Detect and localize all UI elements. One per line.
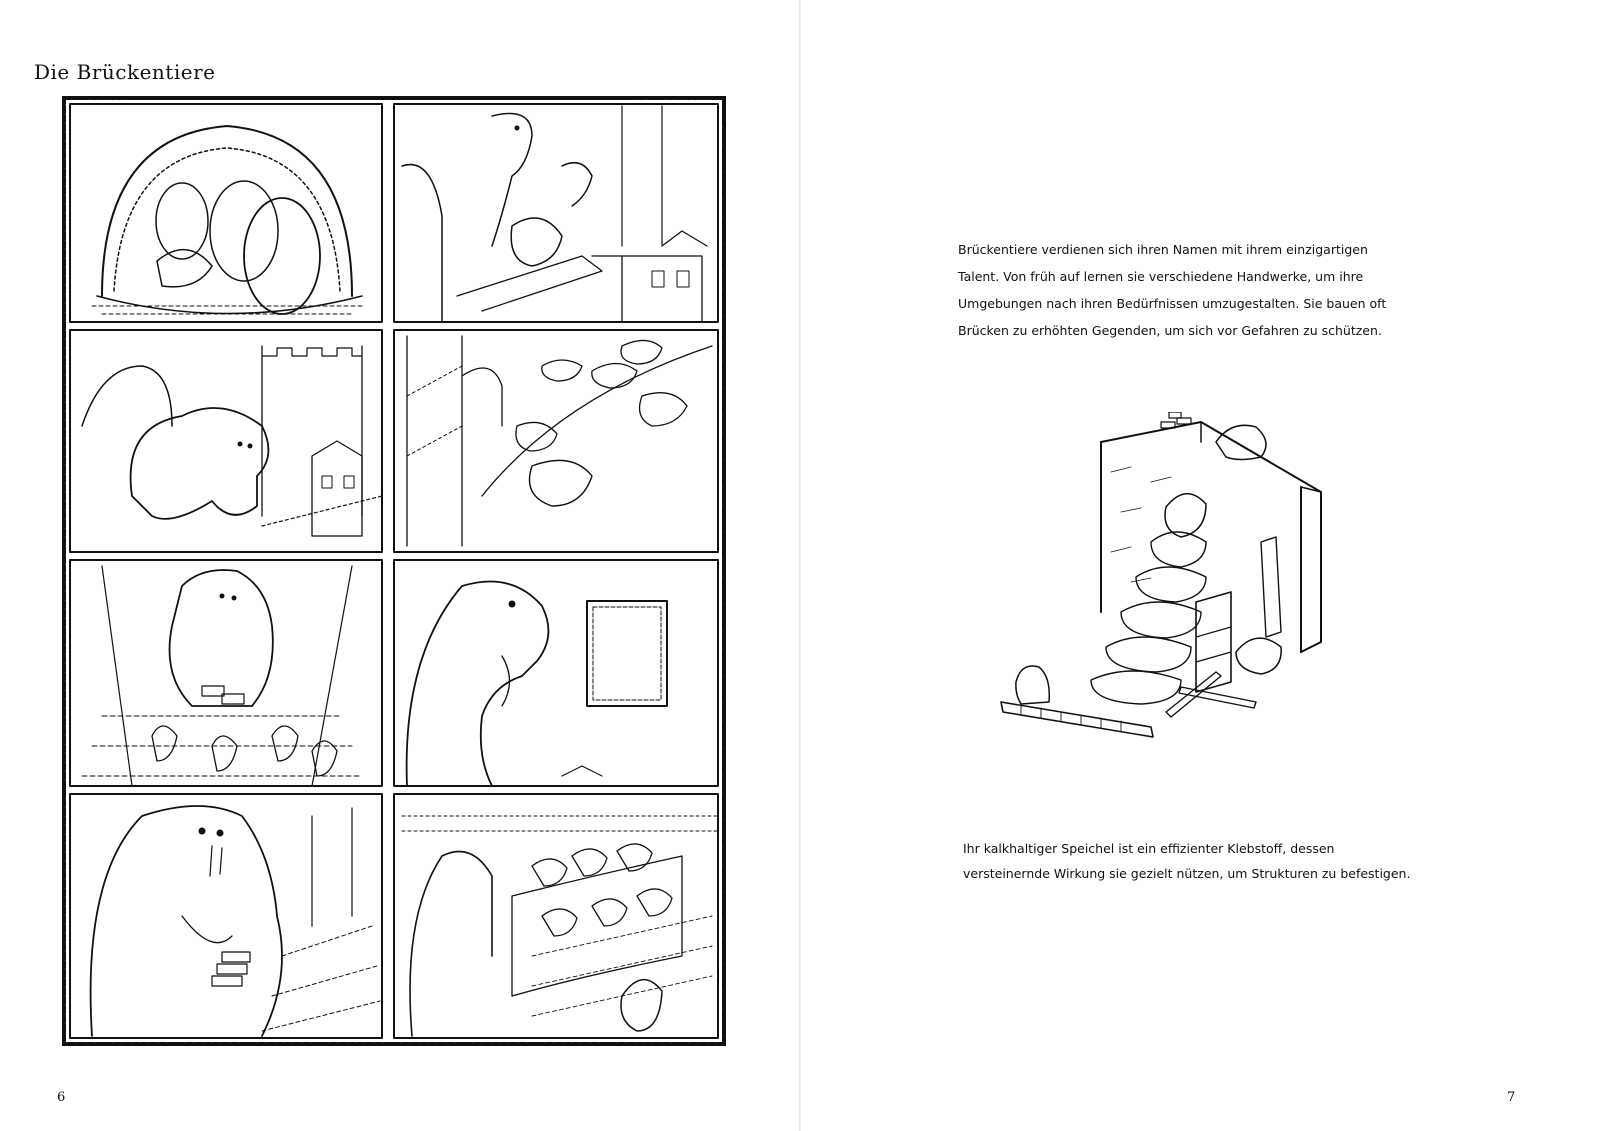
comic-panel-grid [62,96,726,1046]
comic-panel-2 [394,104,718,322]
right-page [801,0,1600,1131]
intro-line: Umgebungen nach ihren Bedürfnissen umzugestalten. Sie bauen oft [958,296,1387,311]
outro-line: Ihr kalkhaltiger Speichel ist ein effizienter Klebstoff, dessen [963,841,1335,856]
intro-line: Brückentiere verdienen sich ihren Namen mit ihrem einzigartigen [958,242,1368,257]
comic-panel-6 [394,560,718,786]
intro-line: Brücken zu erhöhten Gegenden, um sich vor Gefahren zu schützen. [958,323,1382,338]
left-page [0,0,799,1131]
comic-panel-4 [394,330,718,552]
page-number-left: 6 [57,1090,66,1105]
comic-panel-8 [394,794,718,1038]
bridge-building-illustration [991,412,1391,762]
wall-outline [1101,422,1321,652]
page-number-right: 7 [1507,1090,1516,1105]
comic-panel-1 [70,104,382,322]
intro-line: Talent. Von früh auf lernen sie verschiedene Handwerke, um ihre [958,269,1364,284]
comic-panel-3 [70,330,382,552]
comic-panel-7 [70,794,382,1038]
outro-line: versteinernde Wirkung sie gezielt nützen, um Strukturen zu befestigen. [963,866,1411,881]
chapter-title: Die Brückentiere [34,60,216,84]
comic-panel-5 [70,560,382,786]
